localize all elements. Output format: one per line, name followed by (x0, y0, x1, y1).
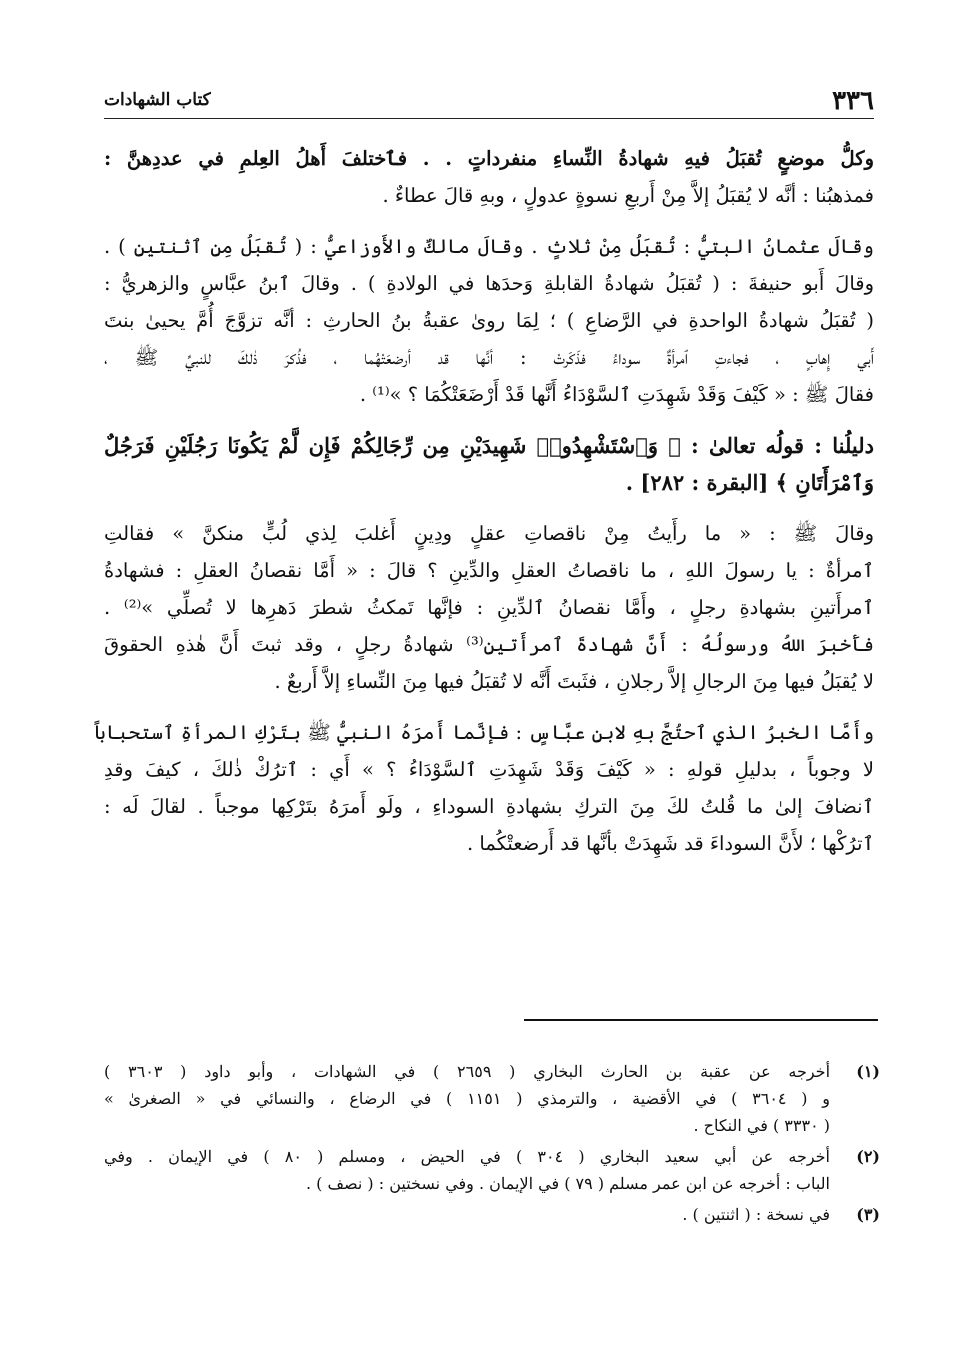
text-line: ٱترُكْها ؛ لأَنَّ السوداءَ قد شَهِدَتْ بأنَّها قد أَرضعتْكُما . (467, 832, 874, 855)
footnote-number: (٢) (856, 1147, 880, 1166)
footnote (104, 1143, 880, 1197)
footnotes (104, 1058, 880, 1232)
footnote-number: (١) (856, 1062, 880, 1081)
paragraph (94, 714, 874, 862)
text-line: لا وجوباً ، بدليلِ قولهِ : « كَيْفَ وَقَدْ شَهِدَتِ ٱلسَّوْدَاءُ ؟ » أَي : ٱترُكْ ذٰلكَ ، كيفَ وقدِ (104, 758, 874, 781)
text-line: ( تُقبَلُ شهادةُ الواحدةِ في الرَّضاعِ ) ؛ لِمَا روىٰ عقبةُ بنُ الحارثِ : أنَّه تزوَّجَ أُمَّ يحيىٰ بنتَ (104, 309, 874, 332)
text-line: فمذهبُنا : أنَّه لا يُقبَلُ إلاَّ مِنْ أَربعِ نسوةٍ عدولٍ ، وبهِ قالَ عطاءٌ . (382, 184, 874, 207)
text-line: فأَخبرَ اللهُ ورسولُهُ : أَنَّ شهادةَ ٱمرأَتينِ⁽³⁾ شهادةُ رجلٍ ، وقد ثبتَ أَنَّ هٰذهِ الحقوقَ (104, 633, 875, 656)
paragraph (104, 228, 874, 413)
footnote (104, 1201, 880, 1228)
paragraph (104, 515, 874, 700)
text-line: وقالَ أَبو حنيفةَ : ( تُقبَلُ شهادةُ القابلةِ وَحدَها في الولادةِ ) . وقالَ ٱبنُ عبَّاسٍ والزهريُّ : (104, 272, 874, 295)
footnote-line: الباب : أخرجه عن ابن عمر مسلم ( ٧٩ ) في الإيمان . وفي نسختين : ( نصف ) . (305, 1174, 830, 1193)
footnote (104, 1058, 880, 1139)
text-line: ٱمرأَتينِ بشهادةِ رجلٍ ، وأَمَّا نقصانُ ٱلدِّينِ : فإنَّها تَمكثُ شطرَ دَهرِها لا تُصلِّي »⁽²⁾ . (104, 596, 874, 619)
running-title: كتاب الشهادات (104, 90, 211, 110)
page-number: ٣٣٦ (832, 86, 874, 116)
quran-verse-line: دليلُنا : قولُه تعالىٰ : ﴿ وَٱسْتَشْهِدُوا۟ شَهِيدَيْنِ مِن رِّجَالِكُمْ فَإِن لَّمْ يَكُونَا رَجُلَيْنِ فَرَجُلٌ (104, 433, 874, 458)
text-line: وقالَ عثمانُ البتيُّ : تُقبَلُ مِنْ ثلاثٍ . وقالَ مالكٌ والأَوزاعيُّ : ( تُقبَلُ مِنِ ٱثنتينِ ) . (104, 235, 874, 258)
text-line: وكلُّ موضعٍ تُقبَلُ فيهِ شهادةُ النِّساءِ منفرداتٍ . . فٱختلفَ أَهلُ العِلمِ في عددِهنَّ : (104, 147, 874, 170)
main-text (94, 140, 875, 876)
paragraph (104, 427, 874, 501)
footnote-line: في نسخة : ( اثنتين ) . (682, 1205, 830, 1224)
footnote-line: ( ٣٣٣٠ ) في النكاح . (693, 1116, 830, 1135)
text-line: ٱنضافَ إلىٰ ما قُلتُ لكَ مِنَ التركِ بشهادةِ السوداءِ ، ولَو أَمرَهُ بتَرْكِها موجباً . لقالَ لَه : (104, 795, 874, 818)
text-line: ٱمرأةٌ : يا رسولَ اللهِ ، ما ناقصاتُ العقلِ والدِّينِ ؟ قالَ : « أَمَّا نقصانُ العقلِ : فشهادةُ (104, 559, 874, 582)
paragraph (104, 140, 874, 214)
footnote-line: أخرجه عن أبي سعيد البخاري ( ٣٠٤ ) في الحيض ، ومسلم ( ٨٠ ) في الإيمان . وفي (104, 1147, 831, 1166)
text-line: أَبي إِهابٍ ، فجاءتِ ٱمرأةٌ سوداءُ فذَكَرتْ : أنَّها قد أرضعَتْهُما ، فذُكرَ ذٰلكَ للنبيِّ ﷺ ، (104, 346, 874, 369)
text-line: لا يُقبَلُ فيها مِنَ الرجالِ إلاَّ رجلانِ ، فثَبتَ أَنَّه لا تُقبَلُ فيها مِنَ النِّساءِ إلاَّ أَربعٌ . (274, 670, 874, 693)
page-header (104, 86, 874, 119)
footnote-line: و ( ٣٦٠٤ ) في الأقضية ، والترمذي ( ١١٥١ ) في الرضاع ، والنسائي في « الصغرىٰ » (104, 1089, 831, 1108)
footnote-separator (524, 1019, 878, 1021)
footnote-line: أخرجه عن عقبة بن الحارث البخاري ( ٢٦٥٩ ) في الشهادات ، وأبو داود ( ٣٦٠٣ ) (104, 1062, 831, 1081)
footnote-number: (٣) (856, 1205, 880, 1224)
text-line: وقالَ ﷺ : « ما رأَيتُ مِنْ ناقصاتِ عقلٍ ودِينٍ أَغلبَ لِذي لُبٍّ منكنَّ » فقالتِ (104, 522, 874, 545)
text-line: وأَمَّا الخبرُ الذي ٱحتُجَّ بهِ لابنِ عبَّاسٍ : فإنَّما أَمرَهُ النبيُّ ﷺ بتَرْكِ المرأةِ ٱستحباباً (94, 721, 874, 744)
text-line: فقالَ ﷺ : « كَيْفَ وَقَدْ شَهِدَتِ ٱلسَّوْدَاءُ أَنَّها قَدْ أَرْضَعَتْكُمَا ؟ »⁽¹⁾ . (359, 383, 874, 406)
quran-verse-line: وَٱمْرَأَتَانِ ﴾ [البقرة : ٢٨٢] . (625, 470, 874, 495)
